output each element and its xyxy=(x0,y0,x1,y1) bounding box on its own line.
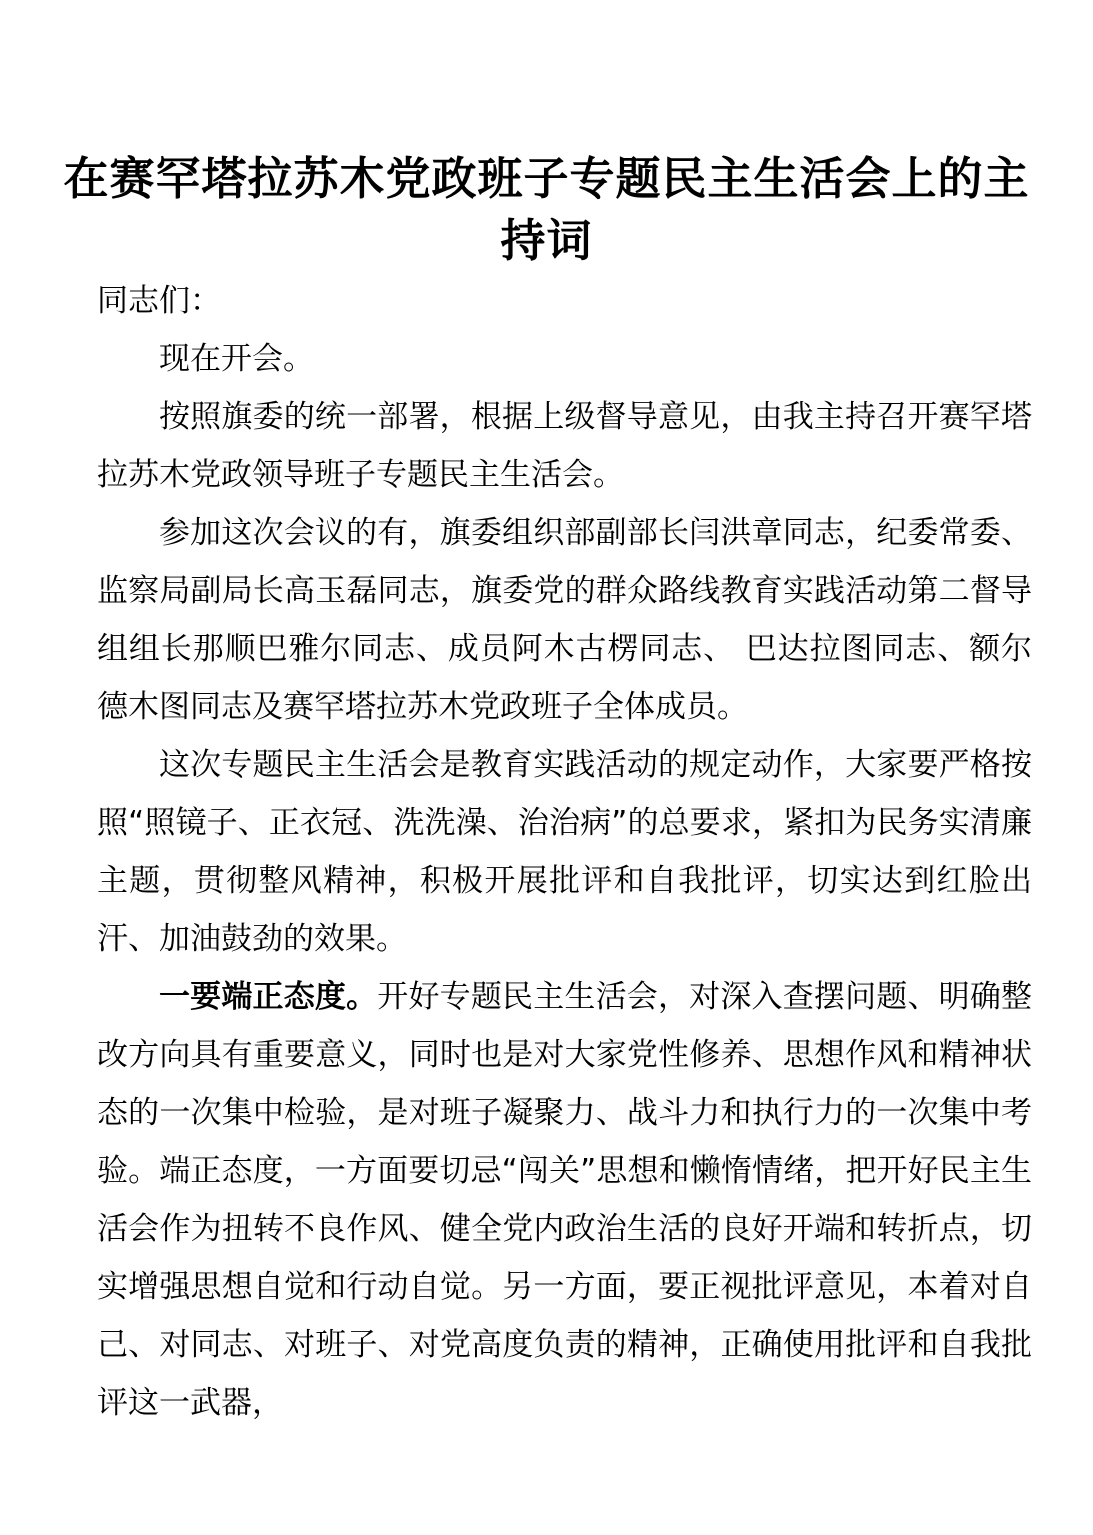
paragraph-text: 参加这次会议的有，旗委组织部副部长闫洪章同志，纪委常委、监察局副局长高玉磊同志，旗委党的群众路线教育实践活动第二督导组组长那顺巴雅尔同志、成员阿木古楞同志、 巴达拉图同志、额尔德木图同志及赛罕塔拉苏木党政班子全体成员。 xyxy=(97,515,1032,725)
paragraph-text: 这次专题民主生活会是教育实践活动的规定动作，大家要严格按照“照镜子、正衣冠、洗洗澡、治治病”的总要求，紧扣为民务实清廉主题，贯彻整风精神，积极开展批评和自我批评，切实达到红脸出汗、加油鼓劲的效果。 xyxy=(97,747,1032,957)
paragraph-opening xyxy=(97,330,1032,388)
paragraph-requirements xyxy=(97,736,1032,968)
paragraph-text: 按照旗委的统一部署，根据上级督导意见，由我主持召开赛罕塔拉苏木党政领导班子专题民主生活会。 xyxy=(97,399,1032,493)
paragraph-text: 现在开会。 xyxy=(159,341,314,377)
document-title: 在赛罕塔拉苏木党政班子专题民主生活会上的主持词 xyxy=(63,152,1030,267)
paragraph-arrangement xyxy=(97,388,1032,504)
paragraph-attitude xyxy=(97,968,1032,1432)
document-body xyxy=(97,272,1032,1432)
salutation: 同志们： xyxy=(97,283,221,319)
paragraph-text: 开好专题民主生活会，对深入查摆问题、明确整改方向具有重要意义，同时也是对大家党性修养、思想作风和精神状态的一次集中检验，是对班子凝聚力、战斗力和执行力的一次集中考验。端正态度，一方面要切忌“闯关”思想和懒惰情绪，把开好民主生活会作为扭转不良作风、健全党内政治生活的良好开端和转折点，切实增强思想自觉和行动自觉。另一方面，要正视批评意见，本着对自己、对同志、对班子、对党高度负责的精神，正确使用批评和自我批评这一武器， xyxy=(97,979,1032,1421)
paragraph-attendees xyxy=(97,504,1032,736)
paragraph-lead: 一要端正态度。 xyxy=(159,979,378,1015)
